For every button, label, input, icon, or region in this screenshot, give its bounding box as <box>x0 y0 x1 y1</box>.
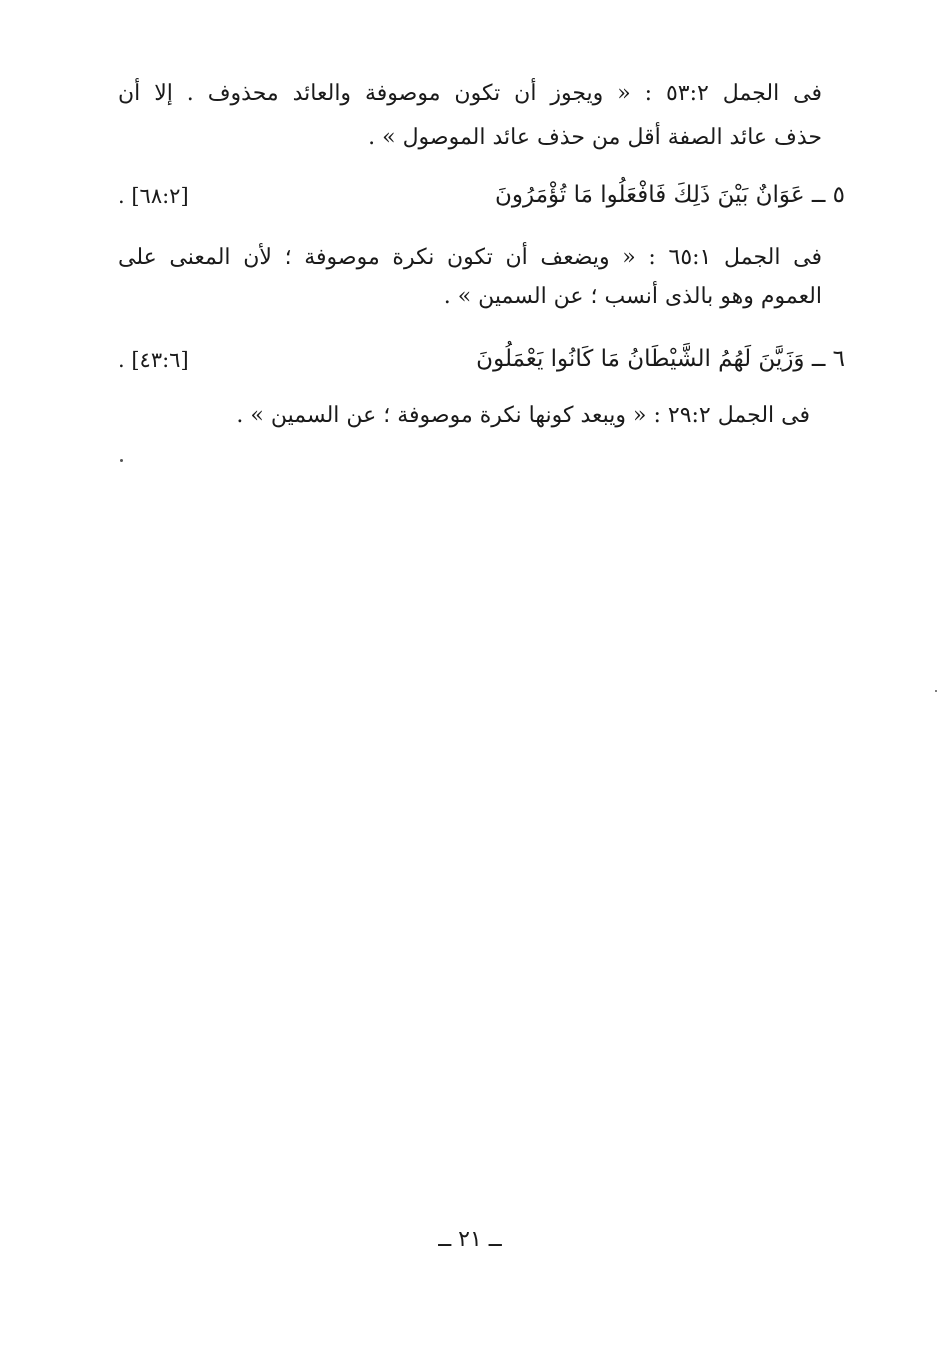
verse-5-reference: [٦٨:٢] . <box>118 184 189 208</box>
scan-speck <box>120 459 123 462</box>
paragraph-1-line-2: حذف عائد الصفة أقل من حذف عائد الموصول » . <box>368 125 822 150</box>
scan-speck <box>935 690 937 692</box>
verse-5-row <box>118 178 845 212</box>
paragraph-1-line-1: فى الجمل ٥٣:٢ : « ويجوز أن تكون موصوفة والعائد محذوف . إلا أن <box>118 81 822 106</box>
page-number: ــ ٢١ ــ <box>438 1227 502 1252</box>
verse-6-row <box>118 342 845 376</box>
verse-6-text: ٦ ــ وَزَيَّنَ لَهُمُ الشَّيْطَانُ مَا كَانُوا يَعْمَلُونَ <box>476 346 845 372</box>
paragraph-2-line-2: العموم وهو بالذى أنسب ؛ عن السمين » . <box>443 284 822 309</box>
paragraph-3-line-1: فى الجمل ٢٩:٢ : « ويبعد كونها نكرة موصوفة ؛ عن السمين » . <box>236 403 810 428</box>
paragraph-2-line-1: فى الجمل ٦٥:١ : « ويضعف أن تكون نكرة موصوفة ؛ لأن المعنى على <box>118 245 822 270</box>
verse-5-text: ٥ ــ عَوَانٌ بَيْنَ ذَلِكَ فَافْعَلُوا مَا تُؤْمَرُونَ <box>495 182 845 208</box>
verse-6-reference: [٤٣:٦] . <box>118 348 189 372</box>
